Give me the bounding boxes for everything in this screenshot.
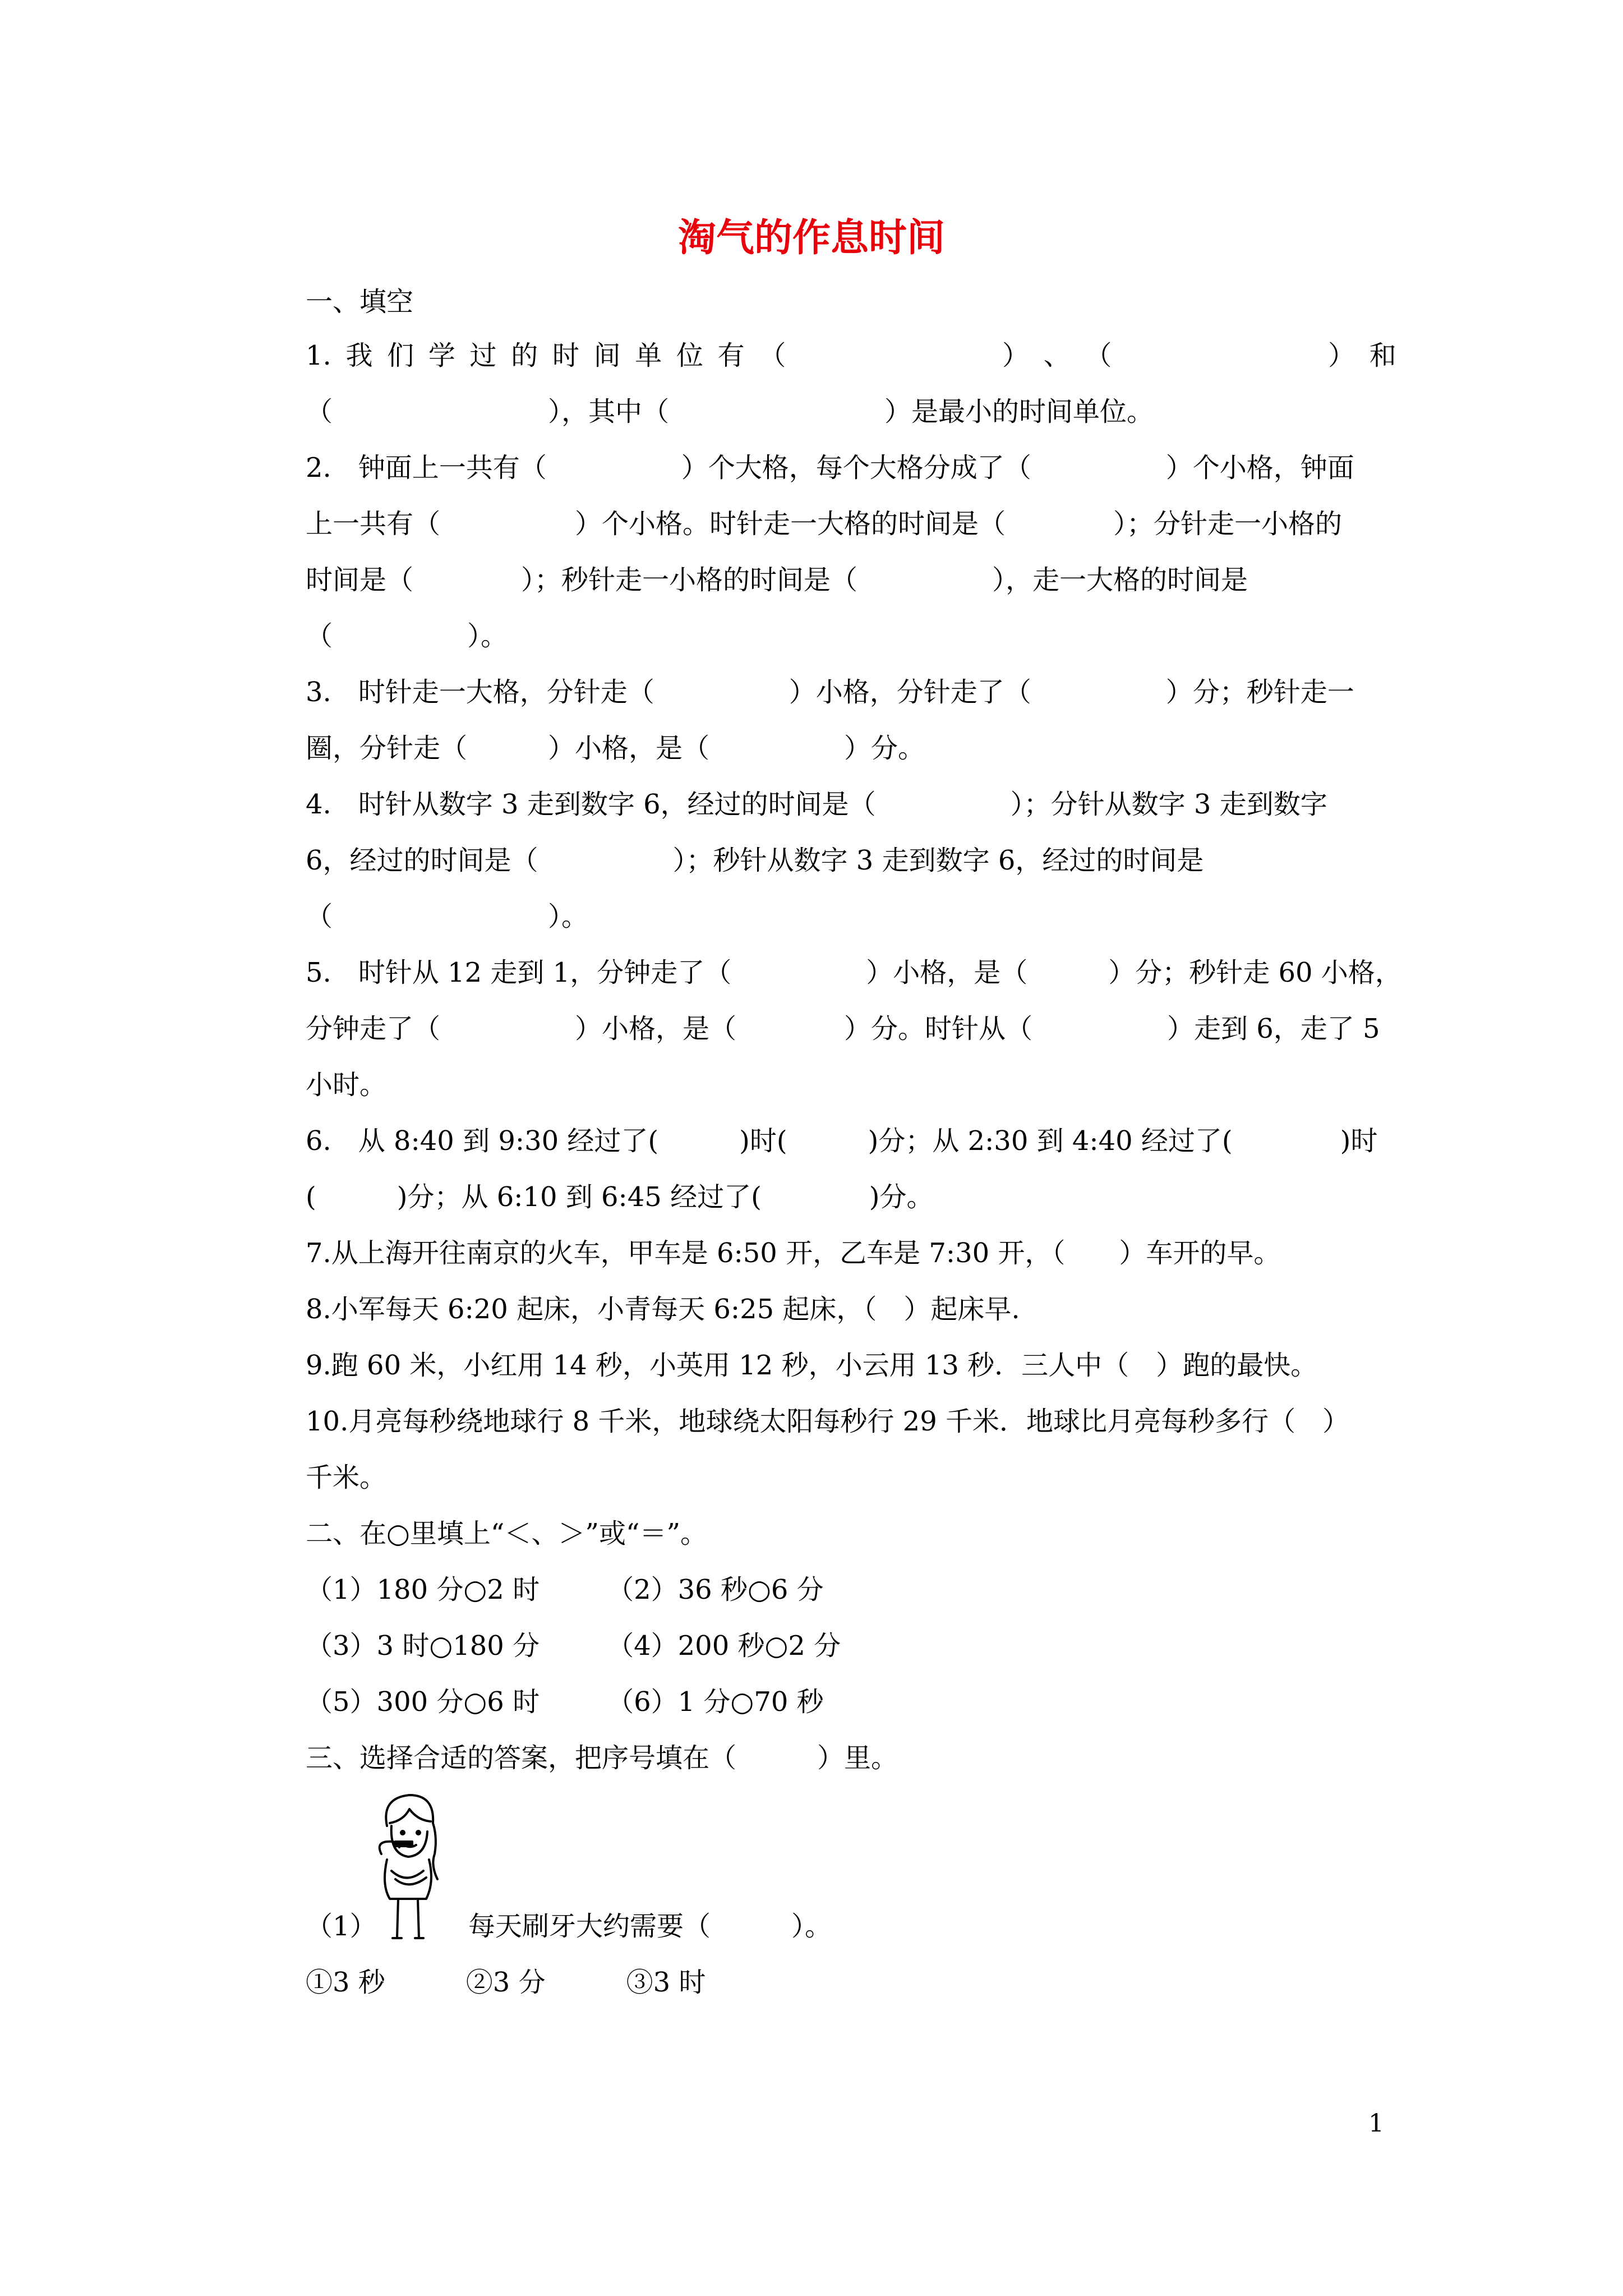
question-4-line-2: 6，经过的时间是（ ）；秒针从数字 3 走到数字 6，经过的时间是 [306, 845, 1204, 876]
question-2-line-3: 时间是（ ）；秒针走一小格的时间是（ ），走一大格的时间是 [306, 564, 1248, 596]
question-1-line-2: （ ），其中（ ）是最小的时间单位。 [306, 396, 1154, 427]
question-4-line-1: 4. 时针从数字 3 走到数字 6，经过的时间是（ ）；分针从数字 3 走到数字 [306, 789, 1327, 820]
q1-token: 们 [387, 340, 414, 371]
page-number: 1 [1368, 2109, 1384, 2138]
question-2-line-2: 上一共有（ ）个小格。时针走一大格的时间是（ ）；分针走一小格的 [306, 508, 1343, 540]
question-6-line-2: ( )分；从 6:10 到 6:45 经过了( )分。 [306, 1181, 934, 1213]
question-6-line-1: 6. 从 8:40 到 9:30 经过了( )时( )分；从 2:30 到 4:40 经过了( )时 [306, 1125, 1378, 1157]
q1-token: 学 [428, 340, 455, 371]
q1-token: 有 [717, 340, 745, 371]
question-10-line-1: 10.月亮每秒绕地球行 8 千米，地球绕太阳每秒行 29 千米．地球比月亮每秒多行（ ） [306, 1406, 1349, 1437]
q1-token: 和 [1369, 340, 1396, 371]
question-9: 9.跑 60 米，小红用 14 秒，小英用 12 秒，小云用 13 秒．三人中（ ）跑的最快。 [306, 1350, 1318, 1381]
q1-token: 时 [552, 340, 579, 371]
question-3-line-1: 3. 时针走一大格，分针走（ ）小格，分针走了（ ）分；秒针走一 [306, 677, 1354, 708]
q1-token: 位 [676, 340, 703, 371]
compare-row-1: （1）180 分○2 时 （2）36 秒○6 分 [306, 1574, 824, 1605]
q1-token: 单 [635, 340, 662, 371]
question-4-line-3: （ ）。 [306, 901, 589, 932]
compare-row-2: （3）3 时○180 分 （4）200 秒○2 分 [306, 1630, 841, 1662]
question-10-line-2: 千米。 [306, 1462, 387, 1493]
choice-question-1-options: ①3 秒 ②3 分 ③3 时 [306, 1967, 706, 1998]
section3-heading: 三、选择合适的答案，把序号填在（ ）里。 [306, 1742, 898, 1774]
q1-token: （ [759, 340, 786, 371]
question-5-line-2: 分钟走了（ ）小格，是（ ）分。时针从（ ）走到 6，走了 5 [306, 1013, 1380, 1045]
question-8: 8.小军每天 6:20 起床，小青每天 6:25 起床，（ ）起床早. [306, 1294, 1020, 1325]
girl-brushing-teeth-icon [365, 1787, 449, 1944]
compare-row-3: （5）300 分○6 时 （6）1 分○70 秒 [306, 1686, 824, 1718]
question-3-line-2: 圈，分针走（ ）小格，是（ ）分。 [306, 733, 925, 764]
question-2-line-1: 2. 钟面上一共有（ ）个大格，每个大格分成了（ ）个小格，钟面 [306, 452, 1354, 484]
section1-heading: 一、填空 [306, 286, 414, 318]
section2-heading: 二、在○里填上“＜、＞”或“＝”。 [306, 1518, 708, 1549]
q1-token: 我 [345, 340, 373, 371]
q1-token: （ [1085, 340, 1112, 371]
choice-question-1-number: （1） [306, 1911, 377, 1942]
q1-token: 过 [469, 340, 497, 371]
q1-token: 1. [306, 340, 331, 371]
question-1-line-1 [306, 339, 1396, 372]
question-5-line-1: 5. 时针从 12 走到 1，分钟走了（ ）小格，是（ ）分；秒针走 60 小格， [306, 957, 1402, 988]
q1-token: ） [1002, 340, 1030, 371]
q1-token: 间 [593, 340, 621, 371]
q1-token: ） [1328, 340, 1355, 371]
q1-token: 、 [1043, 340, 1071, 371]
question-7: 7.从上海开往南京的火车，甲车是 6:50 开，乙车是 7:30 开，（ ）车开的早。 [306, 1237, 1281, 1269]
question-5-line-3: 小时。 [306, 1069, 387, 1101]
question-2-line-4: （ ）。 [306, 620, 508, 652]
q1-token: 的 [511, 340, 538, 371]
choice-question-1-text: 每天刷牙大约需要（ ）。 [468, 1911, 832, 1942]
page-title: 淘气的作息时间 [677, 215, 945, 260]
